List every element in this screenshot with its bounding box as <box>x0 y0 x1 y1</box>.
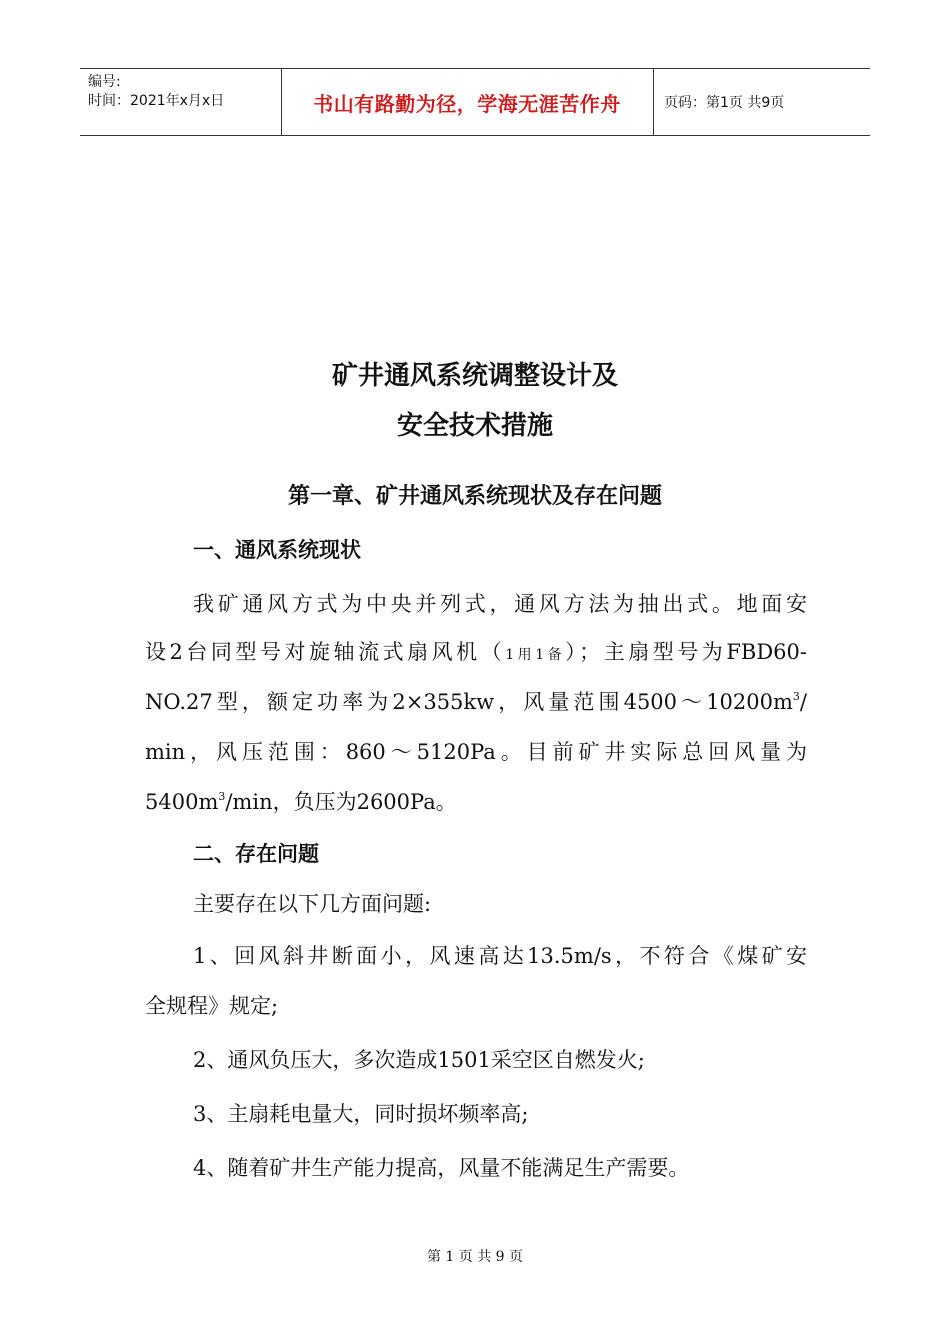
number-label: 编号: <box>88 74 121 90</box>
list-item: 3、主扇耗电量大，同时损坏频率高; <box>193 1102 529 1126</box>
header-meta <box>88 73 224 111</box>
list-item-continuation: 全规程》规定; <box>145 994 279 1018</box>
document-title-line2: 安全技术措施 <box>396 411 553 441</box>
paragraph-line: 我矿通风方式为中央并列式，通风方法为抽出式。地面安 <box>193 592 807 616</box>
paragraph-line: $5400m^3/\min$，负压为2600Pa。 <box>145 790 457 814</box>
paragraph-line: min，风压范围：860～5120Pa。目前矿井实际总回风量为 <box>145 740 807 764</box>
document-title-line1: 矿井通风系统调整设计及 <box>331 361 618 391</box>
section-heading-problems: 二、存在问题 <box>193 842 319 866</box>
page-header <box>80 68 870 136</box>
chapter-title: 第一章、矿井通风系统现状及存在问题 <box>287 484 662 509</box>
list-item: 2、通风负压大，多次造成1501采空区自燃发火; <box>193 1048 645 1072</box>
list-item: 4、随着矿井生产能力提高，风量不能满足生产需要。 <box>193 1156 690 1180</box>
header-divider <box>653 69 654 135</box>
page-footer: 第 1 页 共 9 页 <box>426 1249 524 1265</box>
paragraph-line: 主要存在以下几方面问题: <box>193 892 432 916</box>
header-motto: 书山有路勤为径，学海无涯苦作舟 <box>313 91 621 116</box>
paragraph-line: 设2台同型号对旋轴流式扇风机（1用1备）；主扇型号为FBD60- <box>145 640 807 664</box>
time-label: 时间：2021年x月x日 <box>88 93 225 109</box>
section-heading-current-status: 一、通风系统现状 <box>193 538 361 562</box>
paragraph-line: NO.27型，额定功率为2×355kw，风量范围$4500\sim 10200m^3/$ <box>145 690 807 714</box>
list-item: 1、回风斜井断面小，风速高达13.5m/s，不符合《煤矿安 <box>193 944 807 968</box>
header-page-info: 页码：第1页 共9页 <box>664 95 785 111</box>
